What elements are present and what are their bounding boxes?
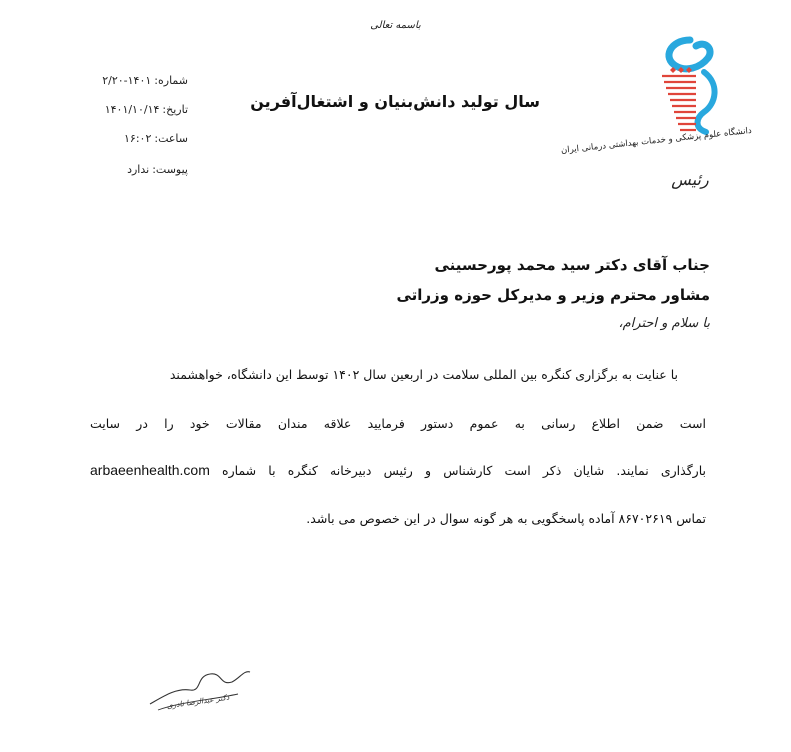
university-name: دانشگاه علوم پزشکی و خدمات بهداشتی درمانی ایران — [560, 125, 753, 156]
letter-time-label: ساعت: — [154, 132, 188, 145]
office-title: رئیس — [671, 170, 709, 189]
body-line-2: است ضمن اطلاع رسانی به عموم دستور فرمایید علاقه مندان مقالات خود را در سایت — [90, 416, 706, 431]
letter-date — [60, 103, 188, 116]
letter-time — [60, 132, 188, 145]
website-link[interactable]: arbaeenhealth.com — [90, 462, 210, 478]
university-logo-icon — [650, 32, 728, 142]
body-line-4: تماس ۸۶۷۰۲۶۱۹ آماده پاسخگویی به هر گونه سوال در این خصوص می باشد. — [306, 511, 706, 526]
body-line-3 — [90, 462, 706, 478]
invocation-text: باسمه تعالی — [370, 20, 421, 31]
body-line-1: با عنایت به برگزاری کنگره بین المللی سلامت در اربعین سال ۱۴۰۲ توسط این دانشگاه، خواهشمند — [169, 367, 678, 382]
letter-number-label: شماره: — [154, 74, 188, 87]
letter-attachment-label: پیوست: — [152, 163, 188, 176]
signature-name: دکتر عبدالرضا نادری — [166, 692, 230, 711]
letter-date-label: تاریخ: — [162, 103, 188, 116]
year-slogan: سال تولید دانش‌بنیان و اشتغال‌آفرین — [250, 92, 540, 111]
letter-number — [60, 74, 188, 87]
letter-time-value: ۱۶:۰۲ — [124, 132, 152, 145]
letter-attachment — [60, 163, 188, 176]
recipient-name: جناب آقای دکتر سید محمد پورحسینی — [434, 256, 710, 274]
letter-date-value: ۱۴۰۱/۱۰/۱۴ — [104, 103, 160, 116]
greeting: با سلام و احترام، — [618, 316, 710, 331]
recipient-title: مشاور محترم وزیر و مدیرکل حوزه وزراتی — [396, 286, 710, 304]
letter-attachment-value: ندارد — [127, 163, 150, 176]
body-line-3-text: بارگذاری نمایند. شایان ذکر است کارشناس و رئیس دبیرخانه کنگره با شماره — [222, 463, 706, 478]
letter-number-value: ۱۴۰۱-۲/۲۰ — [102, 74, 152, 87]
